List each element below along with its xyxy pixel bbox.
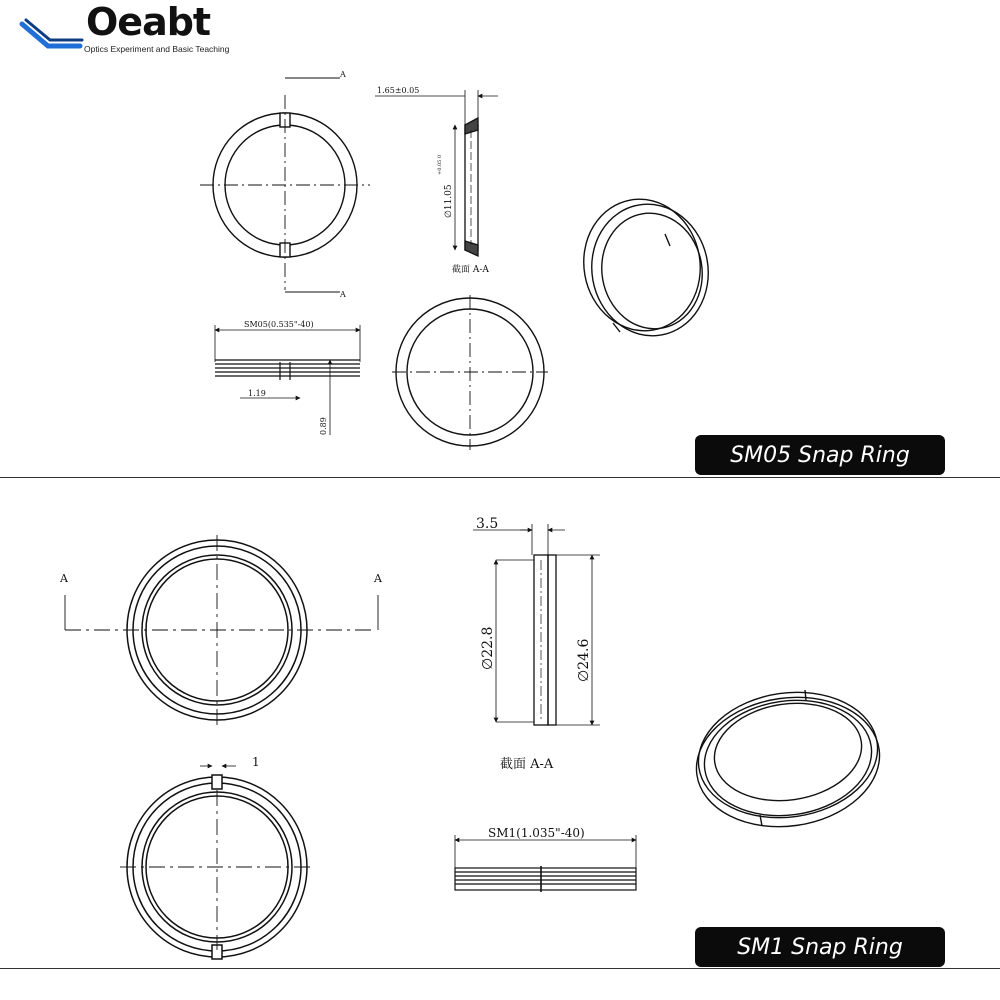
- section-divider: [0, 477, 1000, 478]
- brand-name: Oeabt: [86, 0, 211, 44]
- sm1-thread-dim: SM1(1.035"-40): [488, 826, 585, 840]
- sm1-marker-right: A: [374, 572, 382, 585]
- sm05-diameter-tol: +0.05 0: [437, 154, 443, 175]
- sm1-product-label: SM1 Snap Ring: [695, 927, 945, 967]
- sm1-cross-section: [473, 524, 600, 725]
- sm1-front-view: [65, 535, 378, 725]
- sm05-dim-b: 0.89: [319, 417, 328, 435]
- sm1-marker-left: A: [60, 572, 68, 585]
- sm05-product-label: SM05 Snap Ring: [695, 435, 945, 475]
- sm1-section-caption: 截面 A-A: [500, 757, 554, 772]
- sm05-dim-a: 1.19: [248, 389, 266, 398]
- sm05-front-view: [200, 78, 370, 292]
- sm1-front-view-2: [120, 766, 315, 959]
- sm05-section-caption: 截面 A-A: [452, 265, 489, 275]
- sm05-front-view-2: [392, 295, 548, 450]
- sm1-outer-diameter-dim: ∅24.6: [576, 638, 592, 682]
- sm1-slot-width-dim: 1: [252, 755, 260, 769]
- brand-tagline: Optics Experiment and Basic Teaching: [84, 44, 230, 54]
- sm05-thickness-dim: 1.65±0.05: [377, 86, 420, 95]
- sm1-inner-diameter-dim: ∅22.8: [480, 626, 496, 670]
- sm1-side-view: [455, 835, 636, 892]
- sm05-diameter-dim: ∅11.05: [444, 184, 454, 218]
- sm05-side-view: [215, 325, 360, 435]
- sm05-thread-dim: SM05(0.535"-40): [244, 320, 314, 329]
- sm05-marker-bottom: A: [340, 290, 346, 299]
- sm05-marker-top: A: [340, 70, 346, 79]
- sm1-isometric-ring: [688, 681, 888, 838]
- bottom-divider: [0, 968, 1000, 969]
- sm05-isometric-ring: [573, 190, 718, 345]
- sm1-thickness-dim: 3.5: [476, 516, 499, 532]
